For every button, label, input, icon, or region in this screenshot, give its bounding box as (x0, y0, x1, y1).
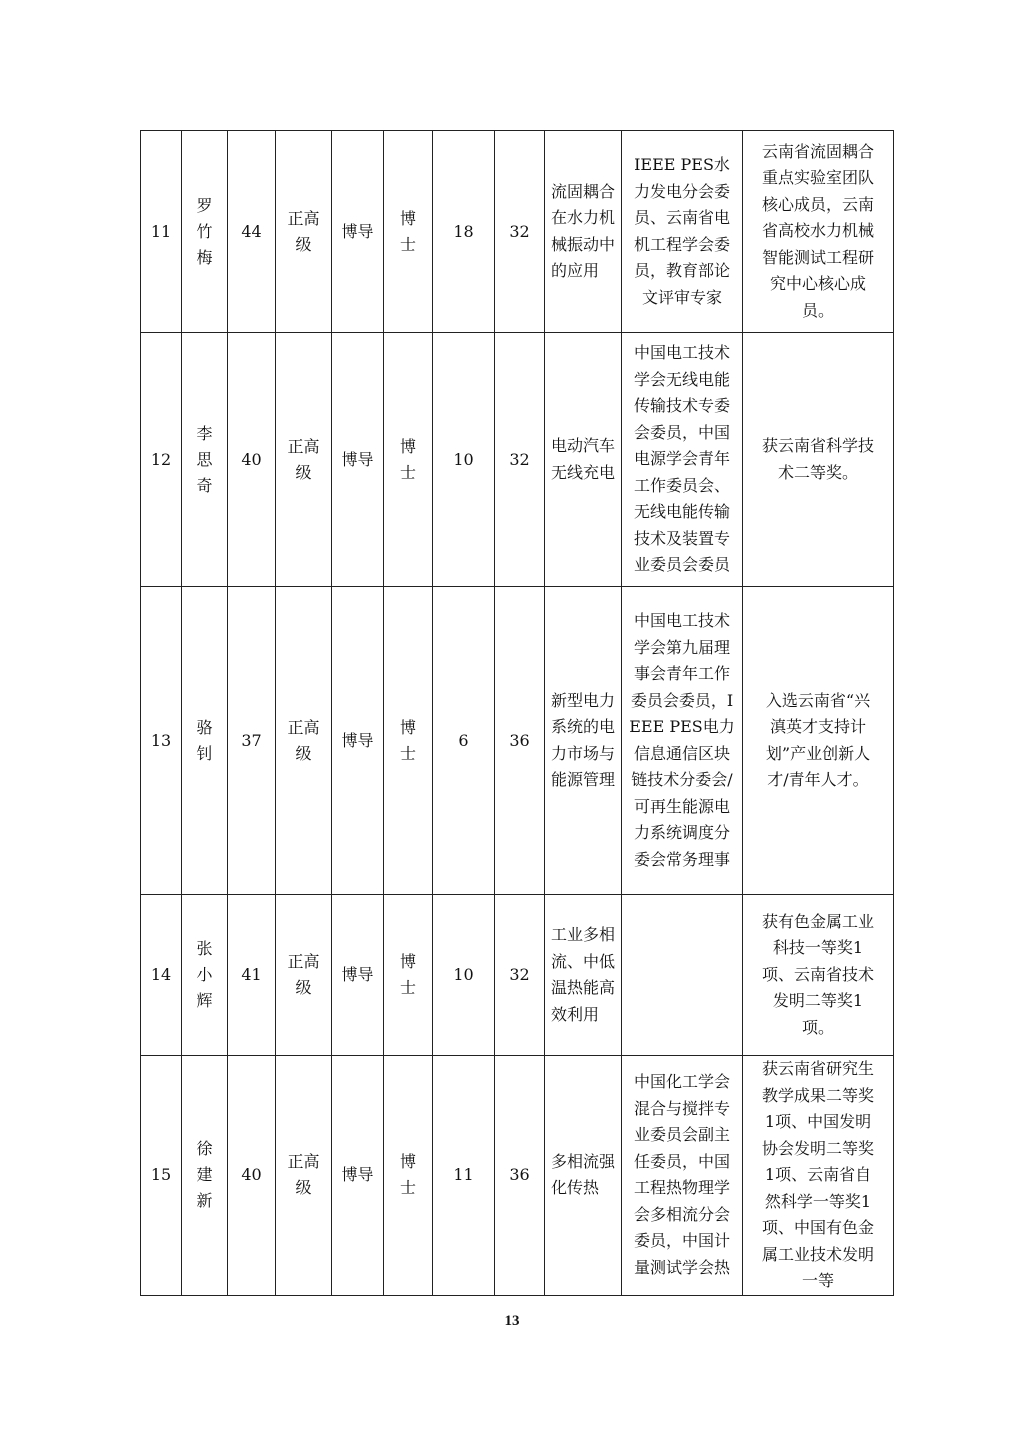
awards-text: 入选云南省“兴滇英才支持计划”产业创新人才/青年人才。 (765, 690, 871, 789)
degree: 博士 (400, 1152, 417, 1198)
degree: 博士 (400, 208, 417, 254)
row-number: 12 (141, 333, 182, 587)
research-direction: 新型电力系统的电力市场与能源管理 (551, 690, 616, 789)
research-direction: 多相流强化传热 (551, 1151, 616, 1198)
table-row (141, 895, 894, 1056)
awards-cell (743, 333, 894, 587)
hours-cell: 36 (495, 1056, 545, 1296)
title-cell (276, 587, 332, 895)
posts-cell (622, 587, 743, 895)
research-direction: 电动汽车无线充电 (551, 436, 616, 482)
academic-posts: 中国化工学会混合与搅拌专业委员会副主任委员，中国工程热物理学会多相流分会委员，中国计量测试学会热 (633, 1072, 730, 1277)
degree-cell (384, 131, 433, 333)
name-cell (182, 587, 228, 895)
name-cell (182, 895, 228, 1056)
posts-cell (622, 333, 743, 587)
awards-text: 获有色金属工业科技一等奖1项、云南省技术发明二等奖1项。 (761, 911, 874, 1037)
title-cell (276, 1056, 332, 1296)
professional-title: 正高级 (287, 717, 320, 763)
posts-cell (622, 1056, 743, 1296)
research-cell (545, 131, 622, 333)
supervisor-cell: 博导 (332, 895, 384, 1056)
professional-title: 正高级 (287, 208, 320, 254)
table-row (141, 587, 894, 895)
name-cell (182, 131, 228, 333)
degree-cell (384, 333, 433, 587)
research-cell (545, 895, 622, 1056)
row-number: 15 (141, 1056, 182, 1296)
degree: 博士 (400, 952, 417, 997)
research-cell (545, 333, 622, 587)
research-cell (545, 587, 622, 895)
table-row (141, 1056, 894, 1296)
hours-cell: 36 (495, 587, 545, 895)
degree-cell (384, 587, 433, 895)
academic-posts: IEEE PES水力发电分会委员、云南省电机工程学会委员，教育部论文评审专家 (633, 155, 730, 307)
age-cell: 40 (228, 333, 276, 587)
years-cell: 11 (433, 1056, 495, 1296)
awards-cell (743, 587, 894, 895)
age-cell: 37 (228, 587, 276, 895)
teacher-name: 张小辉 (196, 939, 213, 1010)
supervisor-cell: 博导 (332, 333, 384, 587)
teacher-name: 骆钊 (196, 717, 213, 763)
page-number: 13 (504, 1313, 520, 1329)
table-row (141, 333, 894, 587)
awards-cell (743, 895, 894, 1056)
degree: 博士 (400, 436, 417, 482)
years-cell: 10 (433, 333, 495, 587)
awards-cell (743, 131, 894, 333)
academic-posts: 中国电工技术学会无线电能传输技术专委会委员，中国电源学会青年工作委员会、无线电能传输技术及装置专业委员会委员 (633, 343, 730, 575)
posts-cell (622, 895, 743, 1056)
supervisor-cell: 博导 (332, 1056, 384, 1296)
hours-cell: 32 (495, 333, 545, 587)
age-cell: 40 (228, 1056, 276, 1296)
years-cell: 18 (433, 131, 495, 333)
academic-posts: 中国电工技术学会第九届理事会青年工作委员会委员，IEEE PES电力信息通信区块链技术分委会/可再生能源电力系统调度分委会常务理事 (629, 611, 735, 869)
research-direction: 工业多相流、中低温热能高效利用 (551, 925, 616, 1024)
research-cell (545, 1056, 622, 1296)
hours-cell: 32 (495, 131, 545, 333)
teacher-name: 徐建新 (196, 1139, 213, 1211)
teacher-name: 罗竹梅 (196, 195, 213, 267)
row-number: 11 (141, 131, 182, 333)
faculty-table (140, 130, 894, 1296)
row-number: 13 (141, 587, 182, 895)
degree: 博士 (400, 717, 417, 763)
professional-title: 正高级 (287, 436, 320, 482)
age-cell: 41 (228, 895, 276, 1056)
years-cell: 6 (433, 587, 495, 895)
hours-cell: 32 (495, 895, 545, 1056)
degree-cell (384, 895, 433, 1056)
awards-cell (743, 1056, 894, 1296)
years-cell: 10 (433, 895, 495, 1056)
professional-title: 正高级 (287, 952, 320, 997)
table-row (141, 131, 894, 333)
posts-cell (622, 131, 743, 333)
name-cell (182, 333, 228, 587)
awards-text: 云南省流固耦合重点实验室团队核心成员，云南省高校水力机械智能测试工程研究中心核心成员。 (761, 141, 874, 320)
age-cell: 44 (228, 131, 276, 333)
title-cell (276, 131, 332, 333)
degree-cell (384, 1056, 433, 1296)
row-number: 14 (141, 895, 182, 1056)
awards-text: 获云南省科学技术二等奖。 (761, 436, 874, 482)
research-direction: 流固耦合在水力机械振动中的应用 (551, 181, 616, 280)
supervisor-cell: 博导 (332, 131, 384, 333)
awards-text: 获云南省研究生教学成果二等奖1项、中国发明协会发明二等奖1项、云南省自然科学一等奖1项、中国有色金属工业技术发明一等 (761, 1059, 874, 1290)
name-cell (182, 1056, 228, 1296)
teacher-name: 李思奇 (196, 423, 213, 495)
professional-title: 正高级 (287, 1152, 320, 1198)
title-cell (276, 895, 332, 1056)
title-cell (276, 333, 332, 587)
supervisor-cell: 博导 (332, 587, 384, 895)
